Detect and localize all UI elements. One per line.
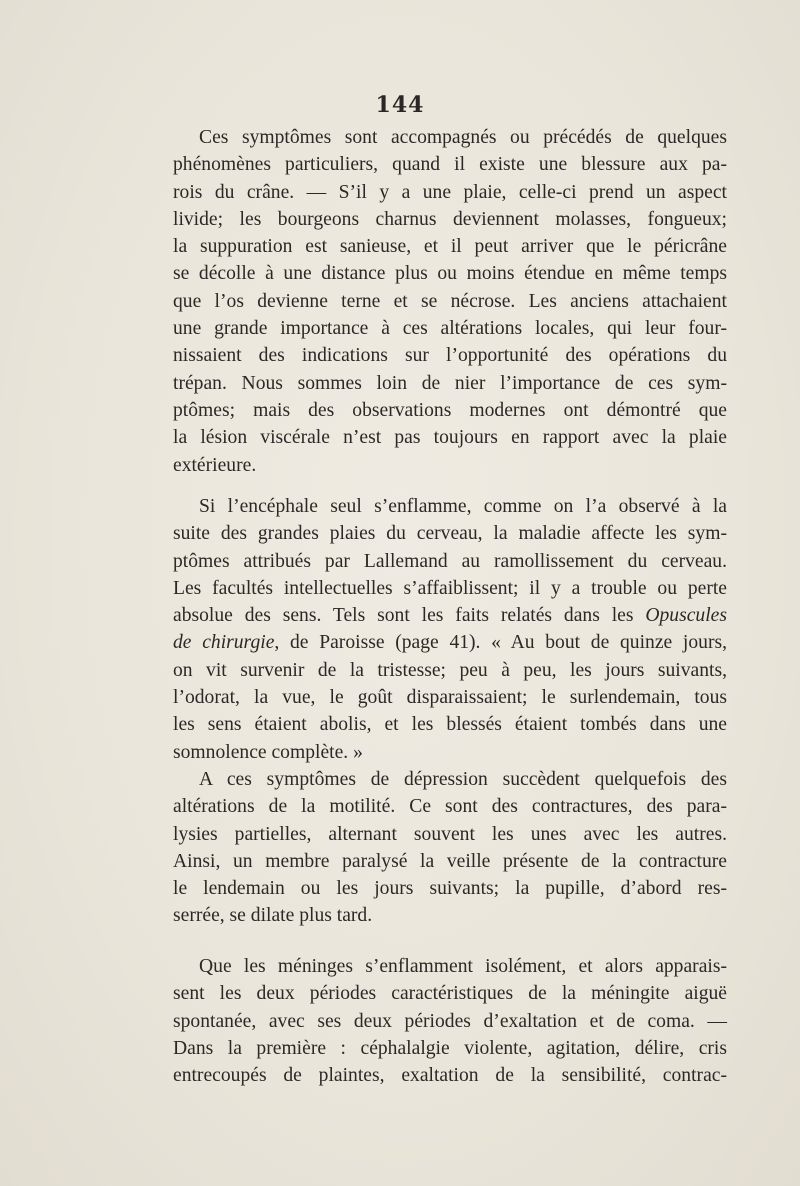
text-line: on vit survenir de la tristesse; peu à peu, les jours suivants, xyxy=(173,659,727,681)
text-line: que l’os devienne terne et se nécrose. Les anciens attachaient xyxy=(173,290,727,312)
text-line: extérieure. xyxy=(173,454,257,476)
text-line: ptômes; mais des observations modernes ont démontré que xyxy=(173,399,727,421)
page-number: 144 xyxy=(375,92,425,118)
text-line: la lésion viscérale n’est pas toujours en rapport avec la plaie xyxy=(173,427,727,449)
text-line: l’odorat, la vue, le goût disparaissaient; le surlendemain, tous xyxy=(173,687,727,709)
text-line: phénomènes particuliers, quand il existe une blessure aux pa- xyxy=(173,154,727,176)
text-line: se décolle à une distance plus ou moins étendue en même temps xyxy=(173,263,727,285)
text-line: ptômes attribués par Lallemand au ramollissement du cerveau. xyxy=(173,550,727,572)
text-line: altérations de la motilité. Ce sont des contractures, des para- xyxy=(173,796,727,818)
text-line: somnolence complète. » xyxy=(173,741,363,763)
text-line-with-italic xyxy=(173,629,727,656)
text-line: Ainsi, un membre paralysé la veille présente de la contracture xyxy=(173,850,727,872)
text-line: livide; les bourgeons charnus deviennent molasses, fongueux; xyxy=(173,208,727,230)
text-line: les sens étaient abolis, et les blessés étaient tombés dans une xyxy=(173,714,727,736)
text-line: serrée, se dilate plus tard. xyxy=(173,905,373,927)
text-line: Ces symptômes sont accompagnés ou précédés de quelques xyxy=(199,127,727,148)
text-line: Si l’encéphale seul s’enflamme, comme on l’a observé à la xyxy=(199,496,727,517)
text-line: entrecoupés de plaintes, exaltation de la sensibilité, contrac- xyxy=(173,1065,727,1087)
text-line: suite des grandes plaies du cerveau, la maladie affecte les sym- xyxy=(173,523,727,545)
text-segment: , de Paroisse (page 41). « Au bout de quinze jours, xyxy=(274,632,728,654)
text-line: trépan. Nous sommes loin de nier l’importance de ces sym- xyxy=(173,372,727,394)
text-line: Que les méninges s’enflamment isolément, et alors apparais- xyxy=(199,956,727,977)
italic-title: de chirurgie xyxy=(173,632,275,654)
text-line: A ces symptômes de dépression succèdent quelquefois des xyxy=(199,769,727,790)
text-line: nissaient des indications sur l’opportunité des opérations du xyxy=(173,345,727,367)
paragraph-3 xyxy=(173,766,727,930)
text-line: Les facultés intellectuelles s’affaiblissent; il y a trouble ou perte xyxy=(173,577,727,599)
paragraph-4 xyxy=(173,953,727,1089)
text-line: Dans la première : céphalalgie violente, agitation, délire, cris xyxy=(173,1037,727,1059)
italic-title: Opuscules xyxy=(645,605,727,627)
paragraph-1 xyxy=(173,124,727,479)
text-line: le lendemain ou les jours suivants; la pupille, d’abord res- xyxy=(173,878,727,900)
text-line: rois du crâne. — S’il y a une plaie, celle-ci prend un aspect xyxy=(173,181,727,203)
text-line: lysies partielles, alternant souvent les unes avec les autres. xyxy=(173,823,727,845)
text-line: sent les deux périodes caractéristiques de la méningite aiguë xyxy=(173,983,727,1005)
text-segment: absolue des sens. Tels sont les faits relatés dans les xyxy=(173,605,634,627)
text-line: une grande importance à ces altérations locales, qui leur four- xyxy=(173,318,727,340)
text-line: spontanée, avec ses deux périodes d’exaltation et de coma. — xyxy=(173,1010,727,1032)
paragraph-2 xyxy=(173,493,727,766)
text-line-with-italic xyxy=(173,602,727,629)
text-line: la suppuration est sanieuse, et il peut arriver que le péricrâne xyxy=(173,236,727,258)
